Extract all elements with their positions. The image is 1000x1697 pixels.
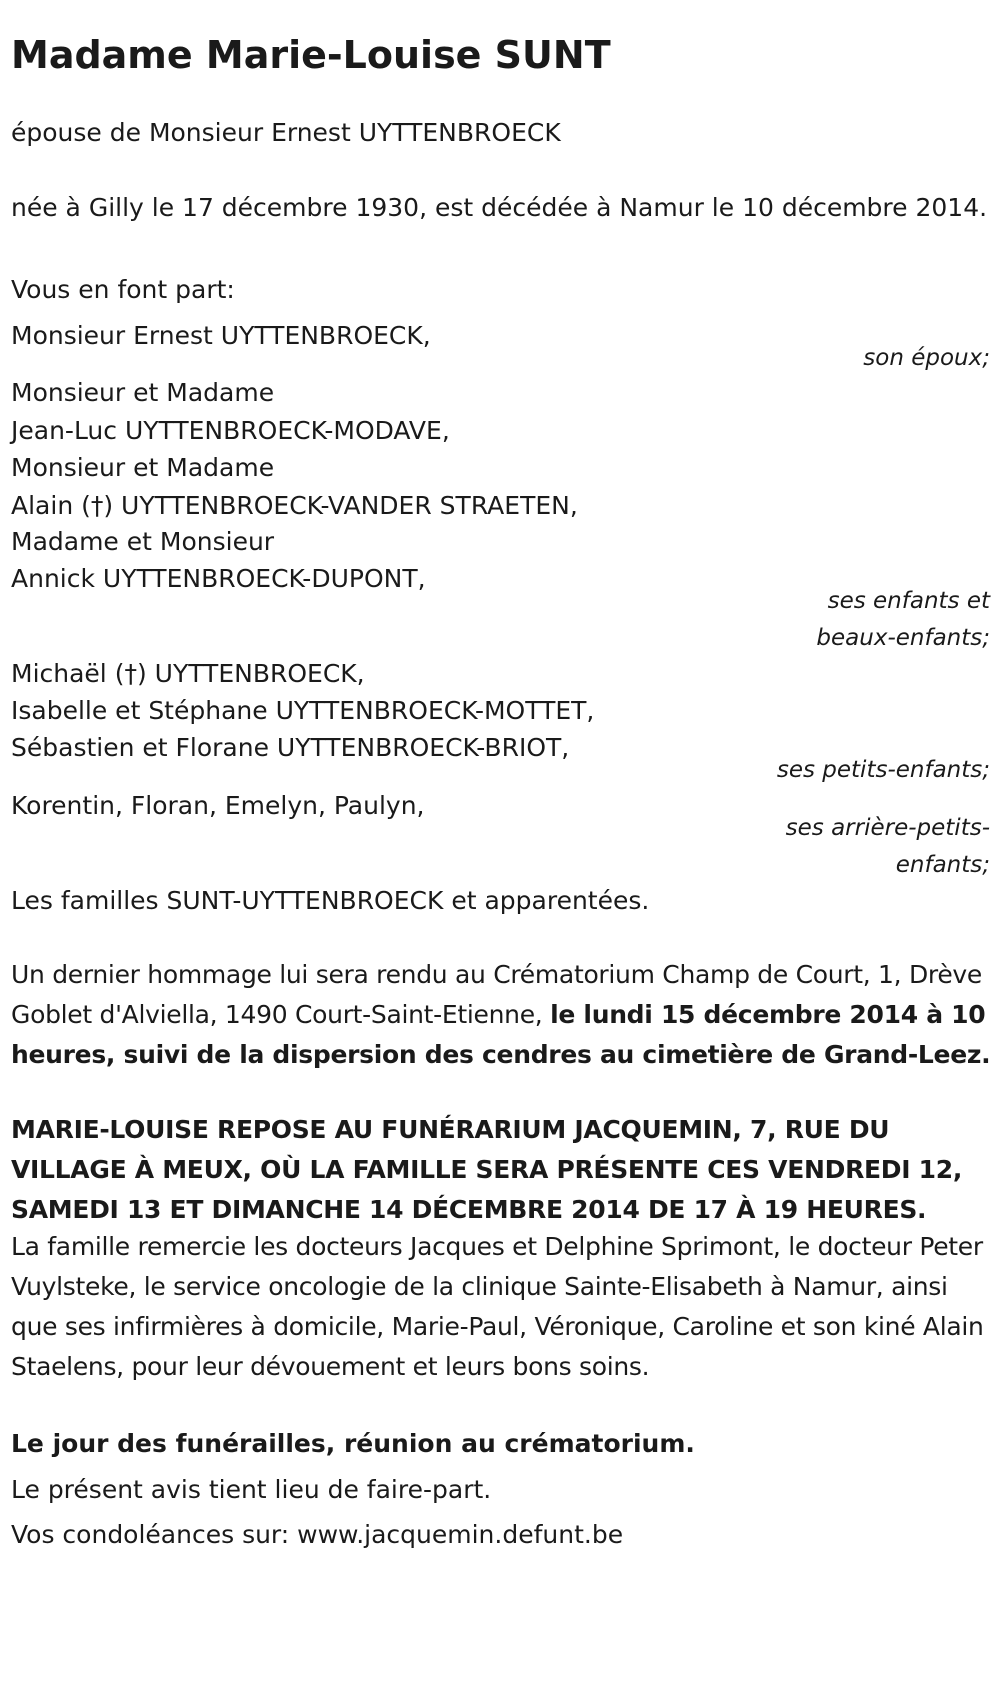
thanks-paragraph: La famille remercie les docteurs Jacques et Delphine Sprimont, le docteur Peter Vuylsteke, le service oncologie de la clinique Sainte-Elisabeth à Namur, ainsi que ses infirmières à domicile, Marie-Paul, Véronique, Caroline et son kiné Alain Staelens, pour leur dévouement et leurs bons soins.	[11, 1232, 984, 1381]
child-name-line: Monsieur et Madame	[11, 378, 275, 407]
ceremony-text: Un dernier hommage lui sera rendu au Crématorium Champ de Court, 1, Drève Goblet d'Alviella, 1490 Court-Saint-Etienne,	[11, 960, 982, 1029]
families-line: Les familles SUNT-UYTTENBROECK et apparentées.	[11, 886, 650, 915]
condolences-line: Vos condoléances sur: www.jacquemin.defunt.be	[11, 1520, 624, 1549]
spouse-line: épouse de Monsieur Ernest UYTTENBROECK	[11, 118, 561, 147]
birth-death-text: née à Gilly le 17 décembre 1930, est décédée à Namur le 10 décembre 2014.	[11, 193, 988, 222]
great-grandchildren-relation: ses arrière-petits-	[785, 815, 990, 841]
spouse-name: Monsieur Ernest UYTTENBROECK,	[11, 321, 431, 350]
notice-line: Le présent avis tient lieu de faire-part.	[11, 1475, 492, 1504]
ceremony-date-bold: le lundi 15 décembre 2014 à 10 heures, suivi de la dispersion des cendres au cimetière de Grand-Leez.	[11, 1000, 991, 1069]
ceremony-paragraph	[11, 955, 996, 1075]
meeting-line: Le jour des funérailles, réunion au crématorium.	[11, 1429, 695, 1458]
grandchild-name-line: Sébastien et Florane UYTTENBROECK-BRIOT,	[11, 733, 570, 762]
grandchild-name-line: Michaël (†) UYTTENBROECK,	[11, 659, 365, 688]
children-relation: ses enfants et	[827, 588, 990, 614]
child-name-line: Monsieur et Madame	[11, 453, 275, 482]
children-relation: beaux-enfants;	[816, 625, 990, 651]
grandchildren-relation: ses petits-enfants;	[776, 757, 990, 783]
child-name-line: Madame et Monsieur	[11, 527, 275, 556]
great-grandchildren-relation: enfants;	[895, 852, 990, 878]
viewing-notice: MARIE-LOUISE REPOSE AU FUNÉRARIUM JACQUEMIN, 7, RUE DU VILLAGE À MEUX, OÙ LA FAMILLE SERA PRÉSENTE CES VENDREDI 12, SAMEDI 13 ET DIMANCHE 14 DÉCEMBRE 2014 DE 17 À 19 HEURES.	[11, 1115, 963, 1224]
grandchild-name-line: Isabelle et Stéphane UYTTENBROECK-MOTTET,	[11, 696, 595, 725]
child-name-line: Alain (†) UYTTENBROECK-VANDER STRAETEN,	[11, 491, 578, 520]
announce-intro: Vous en font part:	[11, 275, 235, 304]
spouse-relation: son époux;	[863, 345, 990, 371]
child-name-line: Jean-Luc UYTTENBROECK-MODAVE,	[11, 416, 450, 445]
child-name-line: Annick UYTTENBROECK-DUPONT,	[11, 564, 426, 593]
great-grandchild-names: Korentin, Floran, Emelyn, Paulyn,	[11, 791, 425, 820]
page-title: Madame Marie-Louise SUNT	[11, 33, 611, 77]
